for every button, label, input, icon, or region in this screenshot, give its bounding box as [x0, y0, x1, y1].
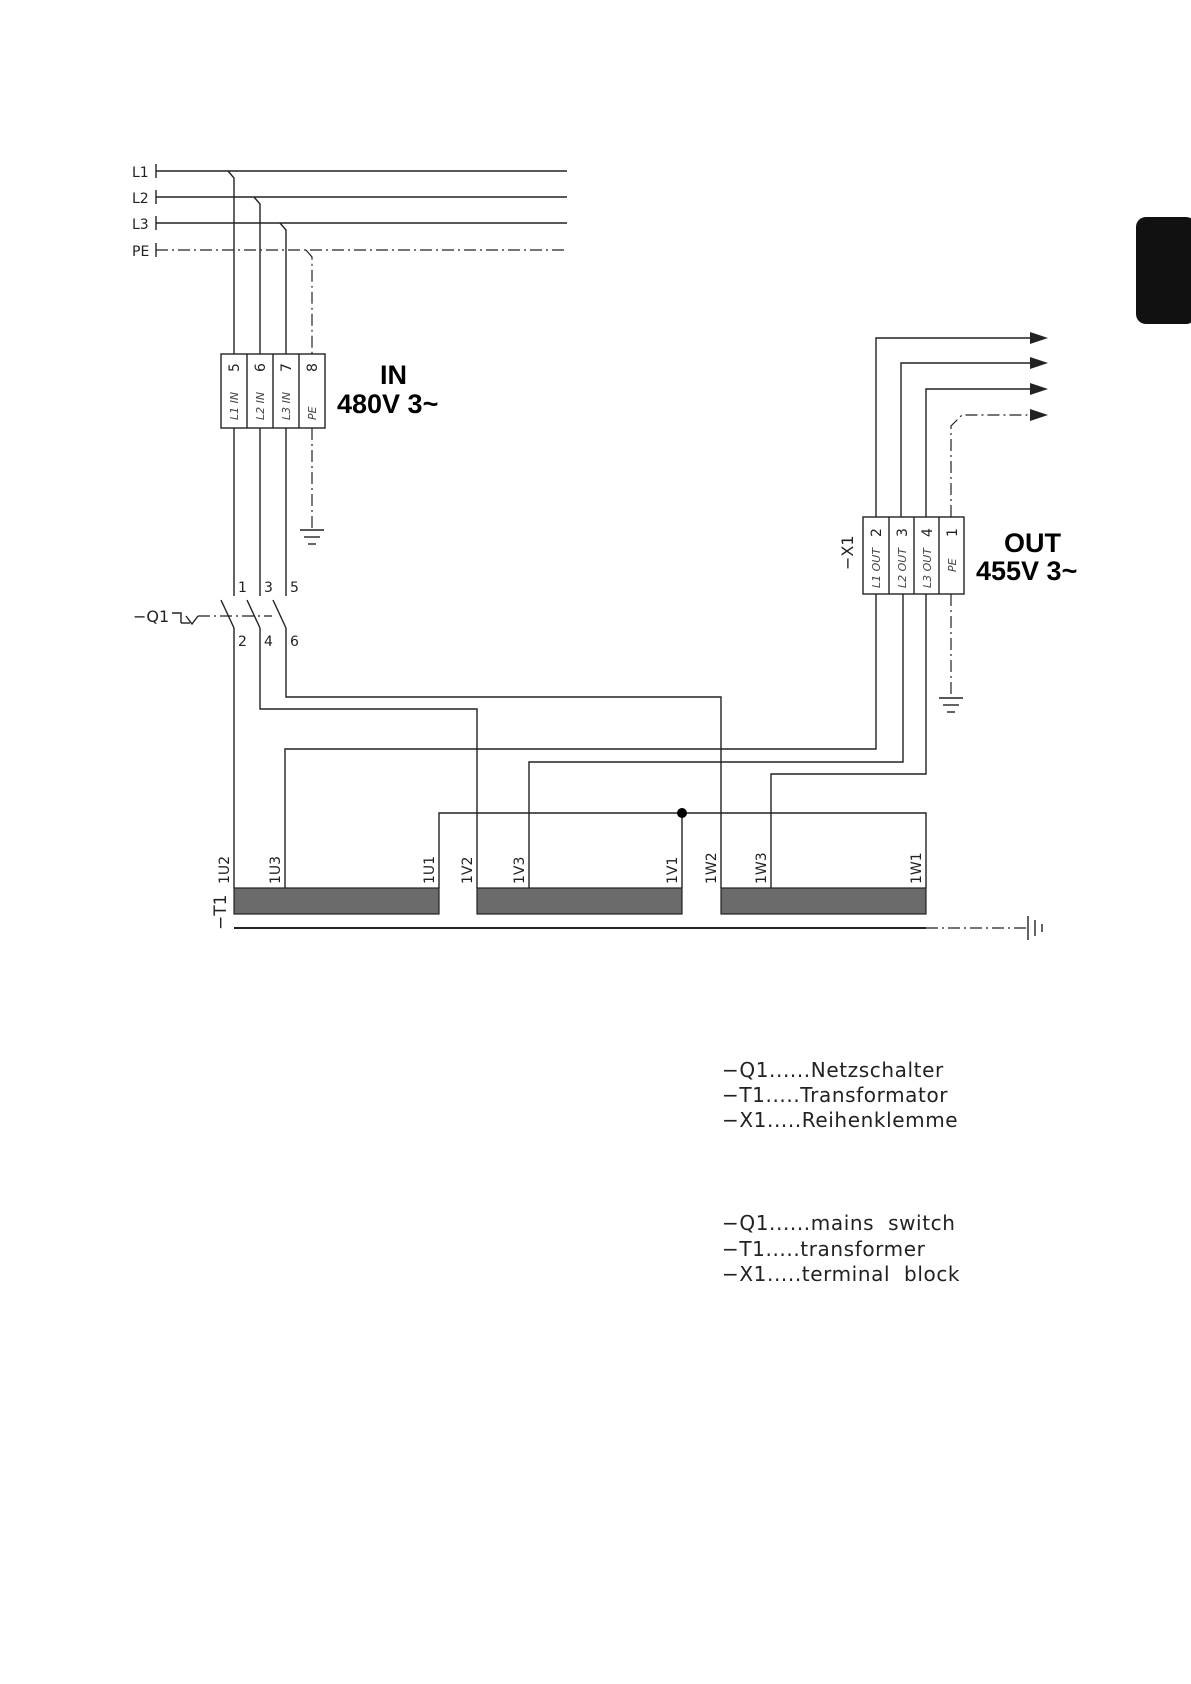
in-terminal-label-2: L2 IN	[254, 391, 267, 420]
primary-wiring	[234, 587, 926, 888]
winding-v	[477, 888, 682, 914]
legend-de-x1: −X1.....Reihenklemme	[722, 1108, 959, 1132]
tap-1u2: 1U2	[217, 855, 233, 884]
out-terminal-label-1: L1 OUT	[870, 547, 883, 588]
output-ground-icon	[939, 698, 963, 712]
ground-icon	[300, 530, 324, 544]
legend-german	[722, 1058, 958, 1132]
in-terminal-num-4: 8	[305, 363, 321, 372]
input-title: IN	[380, 360, 407, 390]
out-terminal-label-3: L3 OUT	[921, 547, 934, 588]
tap-1w1: 1W1	[909, 852, 925, 884]
legend-en-q1: −Q1......mains switch	[722, 1211, 956, 1235]
in-terminal-num-3: 7	[279, 363, 295, 372]
out-terminal-num-3: 4	[920, 528, 936, 537]
switch-pin-2: 2	[238, 634, 247, 650]
supply-l1-label: L1	[132, 165, 149, 181]
input-terminal-block	[221, 354, 438, 428]
in-terminal-label-3: L3 IN	[280, 391, 293, 420]
supply-pe-label: PE	[132, 244, 150, 260]
chassis-ground-icon	[1028, 916, 1042, 940]
switch-designation: −Q1	[133, 607, 170, 626]
out-terminal-num-2: 3	[895, 528, 911, 537]
in-terminal-label-4: PE	[306, 406, 319, 420]
output-designation: −X1	[838, 535, 857, 570]
tap-1v2: 1V2	[460, 856, 476, 884]
out-terminal-num-1: 2	[869, 528, 885, 537]
tap-1u3: 1U3	[268, 855, 284, 884]
out-terminal-label-4: PE	[946, 558, 959, 572]
junction-dot	[677, 808, 687, 818]
output-voltage: 455V 3~	[976, 556, 1078, 586]
supply-lines	[132, 164, 567, 354]
transformer	[211, 852, 1042, 940]
in-terminal-label-1: L1 IN	[228, 391, 241, 420]
legend-de-t1: −T1.....Transformator	[722, 1083, 949, 1107]
mains-switch	[133, 580, 299, 650]
arrow-l1-icon	[1030, 332, 1048, 344]
tap-1w3: 1W3	[754, 852, 770, 884]
in-terminal-num-1: 5	[227, 363, 243, 372]
transformer-designation: −T1	[211, 894, 231, 930]
tap-1u1: 1U1	[422, 855, 438, 884]
supply-l2-label: L2	[132, 191, 149, 207]
output-terminal-block	[838, 517, 1077, 594]
out-terminal-label-2: L2 OUT	[896, 547, 909, 588]
switch-pin-3: 3	[264, 580, 273, 596]
tap-1v3: 1V3	[512, 856, 528, 884]
switch-pin-4: 4	[264, 634, 273, 650]
switch-pin-5: 5	[290, 580, 299, 596]
switch-pin-1: 1	[238, 580, 247, 596]
legend-en-t1: −T1.....transformer	[722, 1237, 926, 1261]
tap-1v1: 1V1	[665, 856, 681, 884]
legend-english	[722, 1211, 960, 1286]
supply-l3-label: L3	[132, 217, 149, 233]
legend-de-q1: −Q1......Netzschalter	[722, 1058, 944, 1082]
winding-w	[721, 888, 926, 914]
out-terminal-num-4: 1	[945, 528, 961, 537]
input-voltage: 480V 3~	[337, 389, 439, 419]
arrow-l3-icon	[1030, 383, 1048, 395]
legend-en-x1: −X1.....terminal block	[722, 1262, 961, 1286]
output-title: OUT	[1004, 528, 1061, 558]
side-tab	[1136, 217, 1191, 324]
arrow-pe-icon	[1030, 409, 1048, 421]
tap-1w2: 1W2	[704, 852, 720, 884]
winding-u	[234, 888, 439, 914]
in-terminal-num-2: 6	[253, 363, 269, 372]
arrow-l2-icon	[1030, 357, 1048, 369]
switch-pin-6: 6	[290, 634, 299, 650]
